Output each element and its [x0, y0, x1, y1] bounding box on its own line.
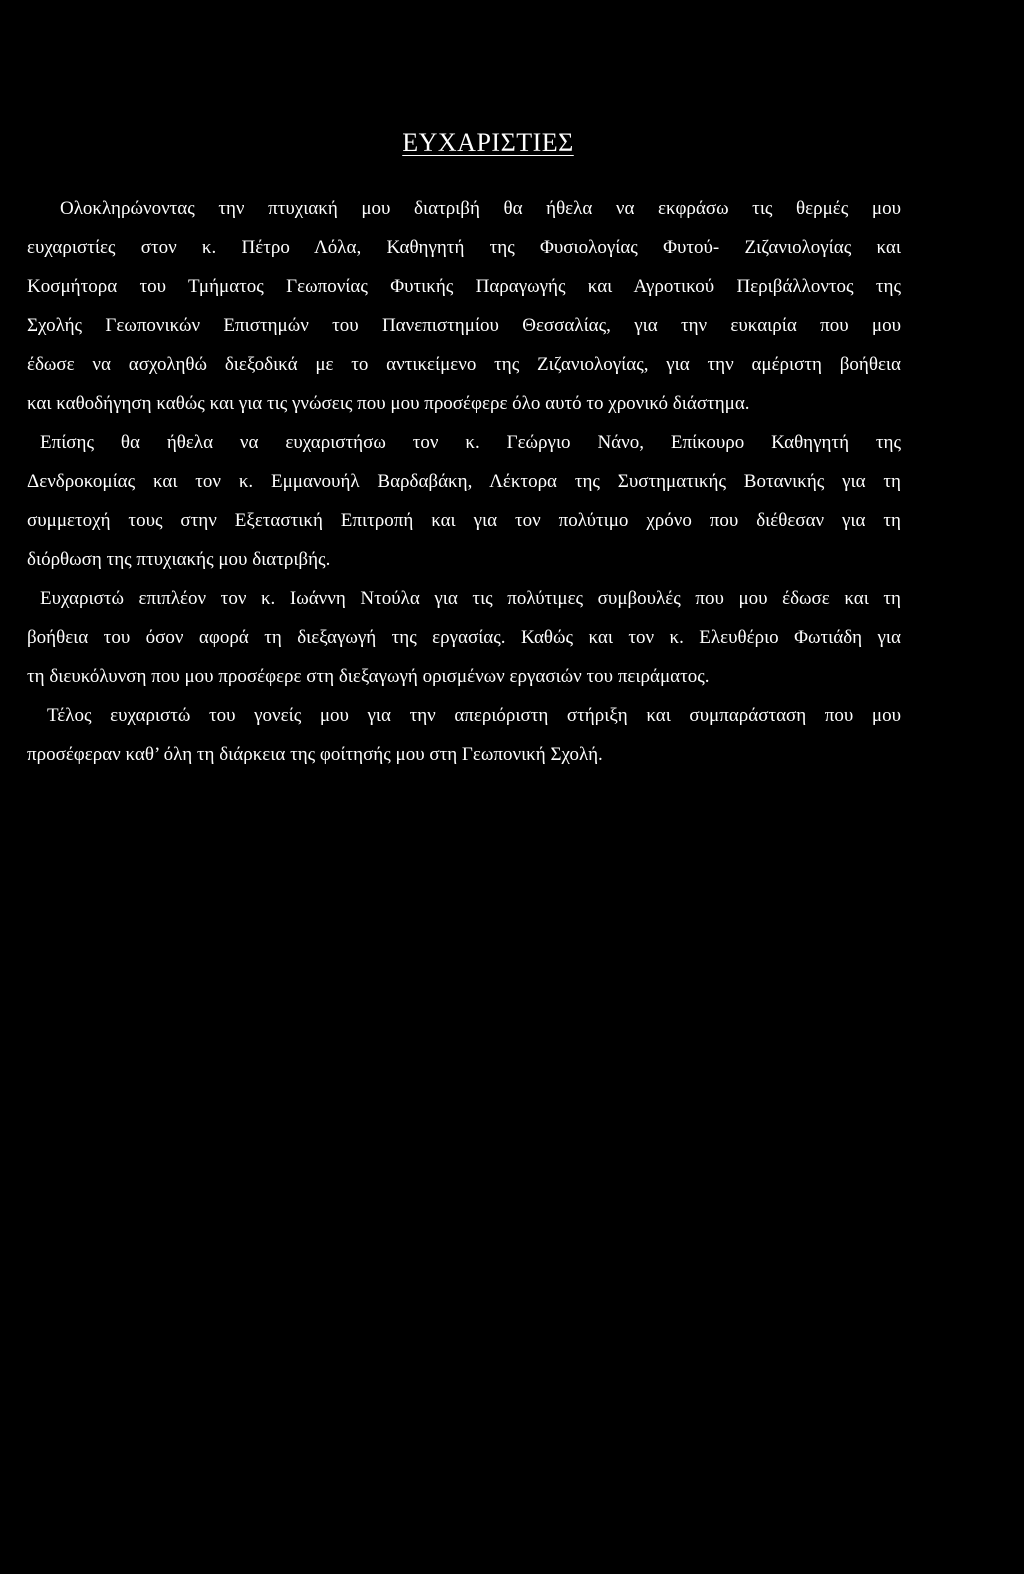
paragraph [27, 189, 901, 423]
text-line: συμμετοχή τους στην Εξεταστική Επιτροπή και για τον πολύτιμο χρόνο που διέθεσαν για τη [27, 510, 901, 531]
text-line: έδωσε να ασχοληθώ διεξοδικά με το αντικείμενο της Ζιζανιολογίας, για την αμέριστη βοήθεια [27, 354, 901, 375]
text-line: βοήθεια του όσον αφορά τη διεξαγωγή της εργασίας. Καθώς και τον κ. Ελευθέριο Φωτιάδη για [27, 627, 901, 648]
text-line: ευχαριστίες στον κ. Πέτρο Λόλα, Καθηγητή της Φυσιολογίας Φυτού- Ζιζανιολογίας και [27, 237, 901, 258]
text-line: Επίσης θα ήθελα να ευχαριστήσω τον κ. Γεώργιο Νάνο, Επίκουρο Καθηγητή της [40, 432, 901, 453]
text-line: και καθοδήγηση καθώς και για τις γνώσεις που μου προσέφερε όλο αυτό το χρονικό διάστημα. [27, 393, 750, 414]
text-line: Ολοκληρώνοντας την πτυχιακή μου διατριβή θα ήθελα να εκφράσω τις θερμές μου [60, 198, 901, 219]
acknowledgements-body [27, 189, 901, 774]
text-line: Τέλος ευχαριστώ του γονείς μου για την απεριόριστη στήριξη και συμπαράσταση που μου [47, 705, 901, 726]
paragraph [27, 696, 901, 774]
text-line: Κοσμήτορα του Τμήματος Γεωπονίας Φυτικής Παραγωγής και Αγροτικού Περιβάλλοντος της [27, 276, 901, 297]
text-line: τη διευκόλυνση που μου προσέφερε στη διεξαγωγή ορισμένων εργασιών του πειράματος. [27, 666, 710, 687]
text-line: διόρθωση της πτυχιακής μου διατριβής. [27, 549, 331, 570]
paragraph [27, 579, 901, 696]
paragraph [27, 423, 901, 579]
text-line: Σχολής Γεωπονικών Επιστημών του Πανεπιστημίου Θεσσαλίας, για την ευκαιρία που μου [27, 315, 901, 336]
text-line: Δενδροκομίας και τον κ. Εμμανουήλ Βαρδαβάκη, Λέκτορα της Συστηματικής Βοτανικής για τη [27, 471, 901, 492]
page-title-text: ΕΥΧΑΡΙΣΤΙΕΣ [402, 128, 574, 157]
page-title [0, 125, 976, 161]
text-line: Ευχαριστώ επιπλέον τον κ. Ιωάννη Ντούλα για τις πολύτιμες συμβουλές που μου έδωσε και τη [40, 588, 901, 609]
text-line: προσέφεραν καθ’ όλη τη διάρκεια της φοίτησής μου στη Γεωπονική Σχολή. [27, 744, 603, 765]
